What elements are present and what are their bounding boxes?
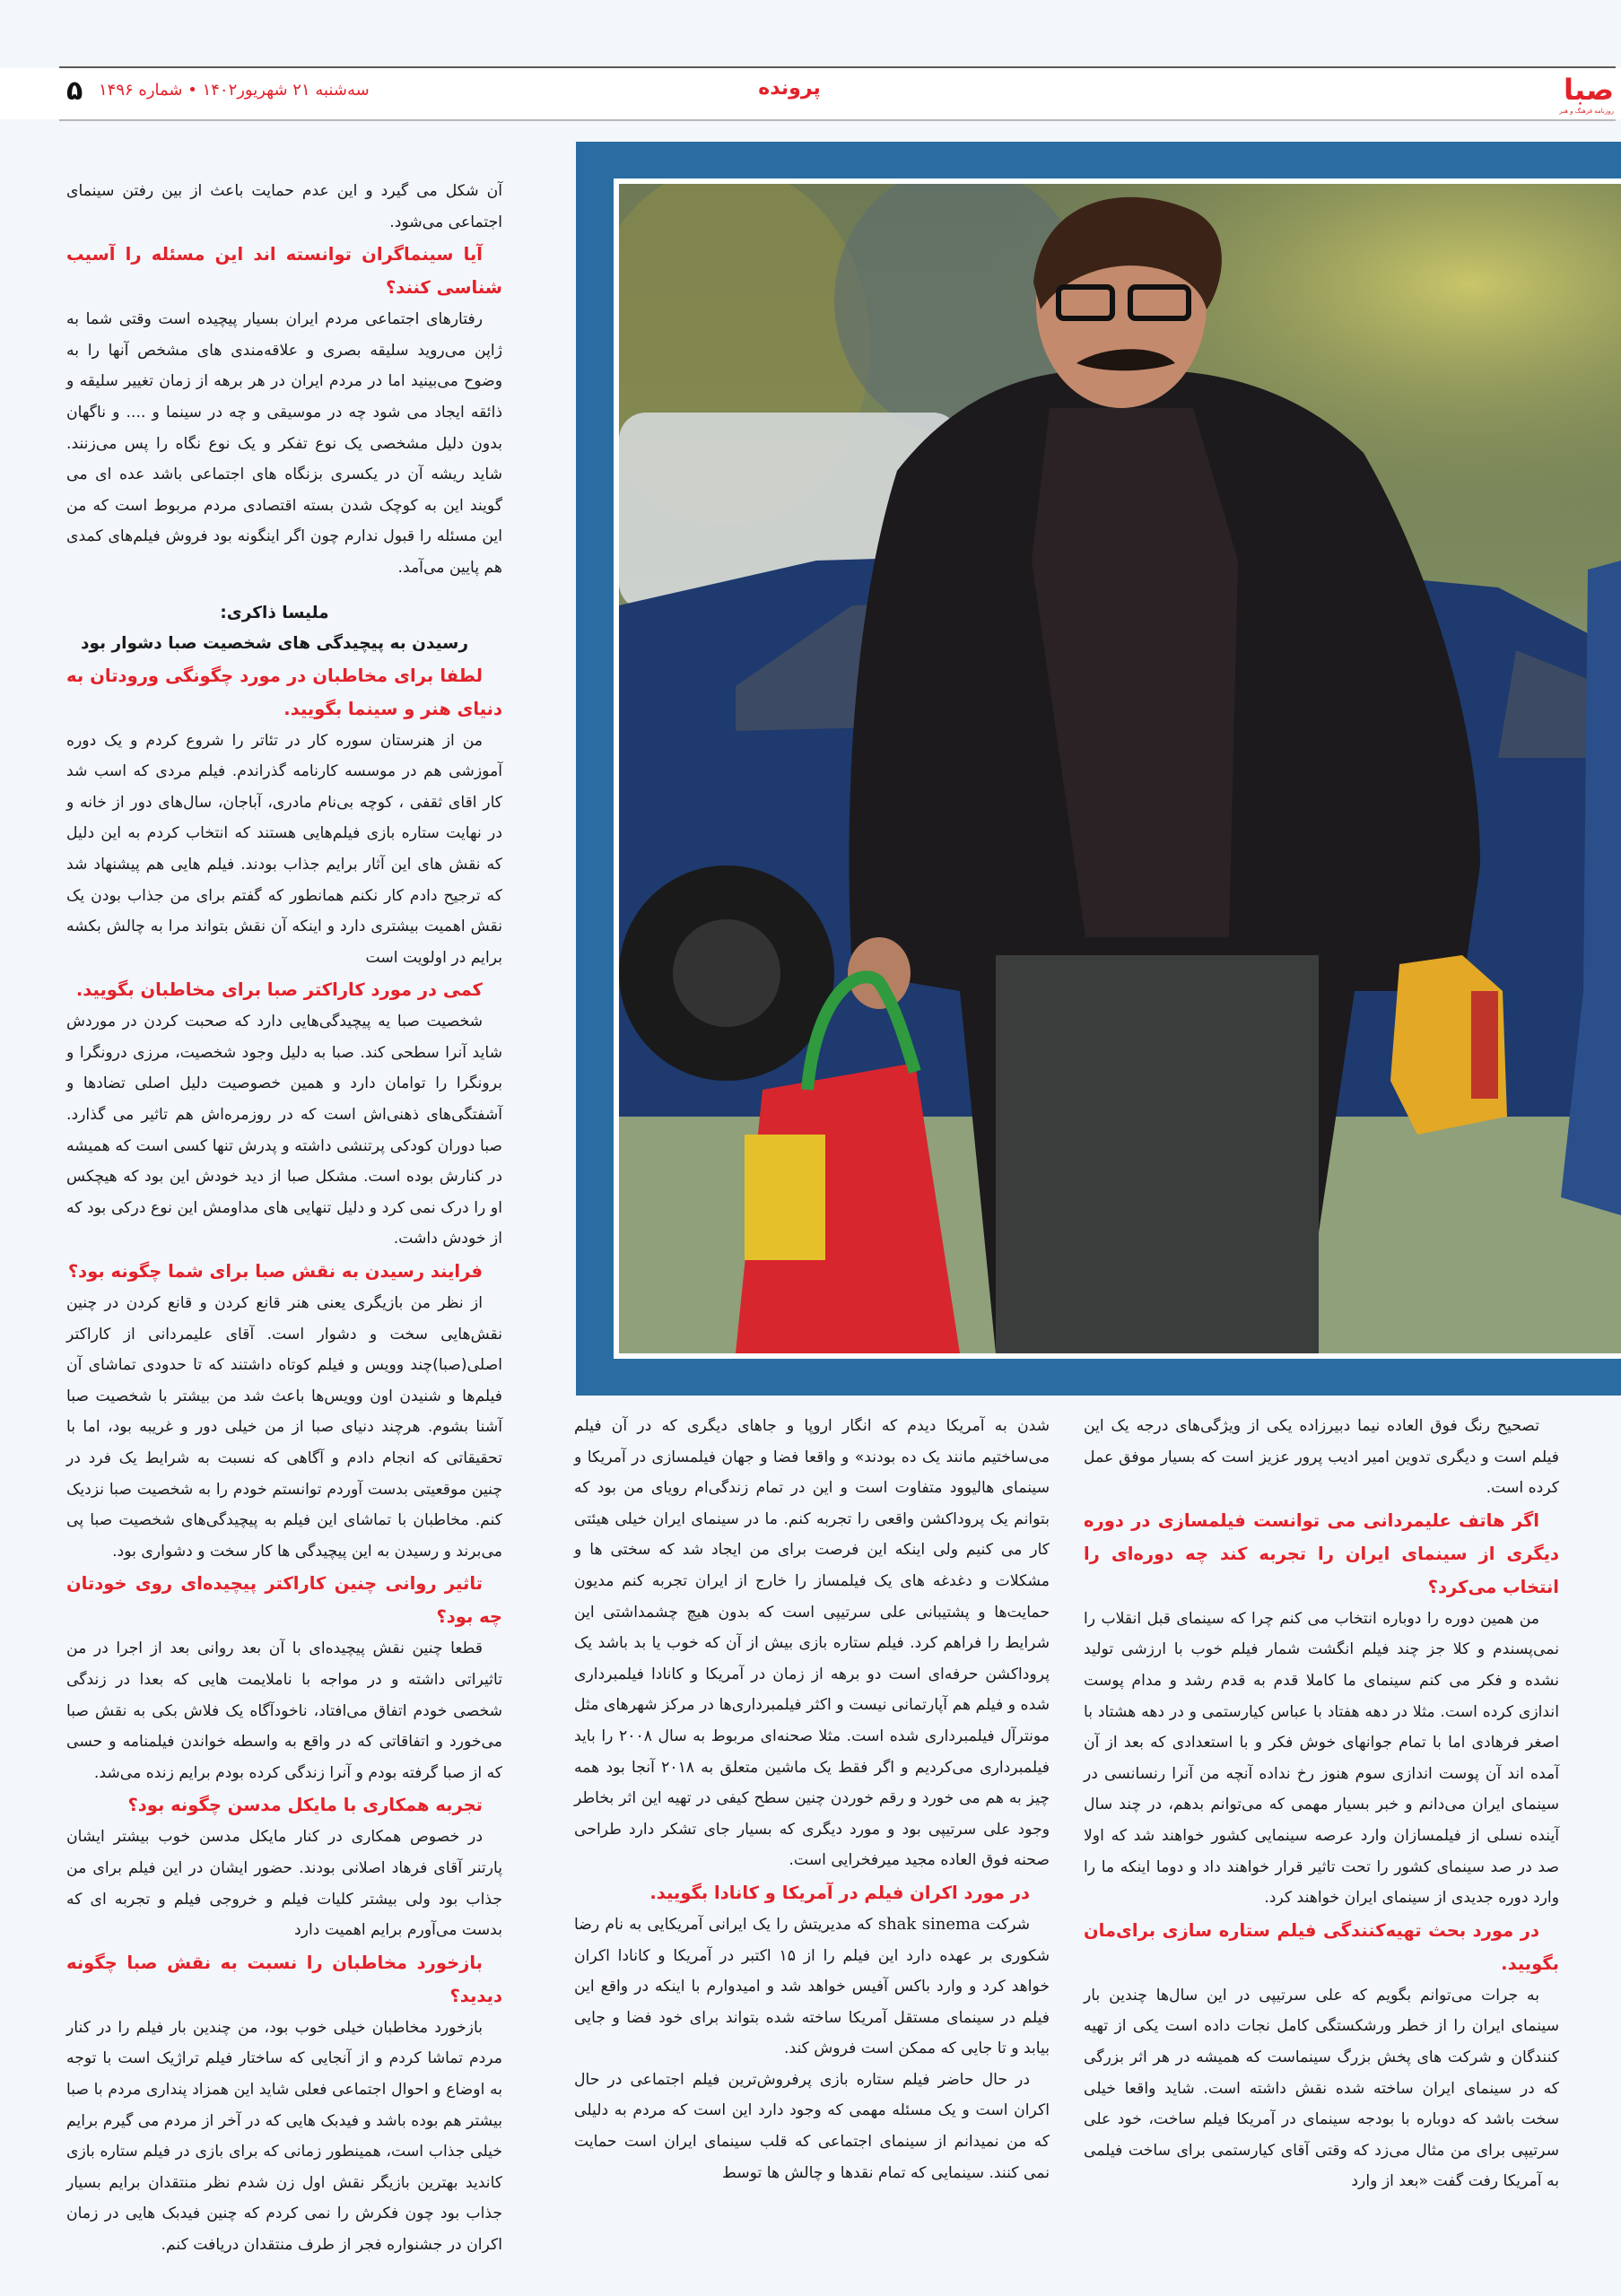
interview-question: تجربه همکاری با مایکل مدسن چگونه بود؟ — [127, 1795, 483, 1816]
paragraph: من همین دوره را دوباره انتخاب می کنم چرا که سینمای قبل انقلاب را نمی‌پسندم و کلا جز چند فیلم انگشت شمار فیلم خوب با ارزشی تولید نشده و فکر می کنم سینمای ما کاملا قدم به قدم رشد و مدام پوست اندازی کرده است. مثلا در دهه هفتاد با عباس کیارستمی و در دهه هشتاد با اصغر فرهادی اما با تمام جوانهای خوش فکر و با استعدادی که بعد از آن آمده اند آن پوست اندازی سوم هنوز رخ نداده آنچه من آنرا رنسانسی در سینمای ایران می‌دانم و خبر بسیار مهمی که می‌توانم بدهم، در چند سال آینده نسلی از فیلمسازان وارد عرصه سینمایی کشور خواهند شد که اولا صد در صد سینمای کشور را تحت تاثیر قرار خواهند داد و دوما اینکه ما را وارد دوره جدیدی از سینمای ایران خواهند کرد. — [1084, 1609, 1559, 1908]
photo-illustration — [619, 184, 1621, 1353]
photo-car-hub — [673, 919, 780, 1027]
logo-text: صبا — [1564, 73, 1614, 107]
interview-question: فرایند رسیدن به نقش صبا برای شما چگونه بود؟ — [67, 1261, 483, 1283]
interview-question: لطفا برای مخاطبان در مورد چگونگی ورودتان به دنیای هنر و سینما بگویید. — [66, 665, 502, 719]
paragraph: در خصوص همکاری در کنار مایکل مدسن خوب بیشتر ایشان پارتنر آقای فرهاد اصلانی بودند. حضور ایشان در این فیلم برای من جذاب بود ولی بیشتر کلیات فیلم و خروجی فیلم و تجربه ای که بدست می‌آورم برایم اهمیت دارد — [66, 1828, 502, 1940]
interview-question: تاثیر روانی چنین کاراکتر پیچیده‌ای روی خودتان چه بود؟ — [66, 1573, 502, 1628]
interview-question: در مورد اکران فیلم در آمریکا و کانادا بگویید. — [649, 1882, 1030, 1903]
paragraph: قطعا چنین نقش پیچیده‌ای با آن بعد روانی بعد از اجرا در من تاثیراتی داشته و در مواجه با ناملایمت هایی که بعدا در زندگی شخصی خودم اتفاق می‌افتاد، ناخودآگاه یک فلاش بکی به نقش صبا می‌خورد و اتفاقاتی که در واقع به واسطه خواندن فیلمنامه و حسی که از صبا گرفته بودم و آنرا زندگی کرده بودم برایم زنده می‌شد. — [66, 1639, 502, 1782]
interviewee-name: ملیسا ذاکری: — [220, 603, 329, 622]
paragraph — [574, 1909, 1050, 2065]
paragraph: تصحیح رنگ فوق العاده نیما دبیرزاده یکی از ویژگی‌های درجه یک این فیلم است و دیگری تدوین امیر ادیب پرور عزیز است که بسیار موفق عمل کرده است. — [1084, 1417, 1559, 1498]
paragraph: شدن به آمریکا دیدم که انگار اروپا و جاهای دیگری که در آن فیلم می‌ساختیم مانند یک ده بودند» و واقعا فضا و جهان فیلمسازی در آمریکا و سینمای هالیوود متفاوت است و این در تمام زندگی‌ام رویای من بود که بتوانم یک پروداکشن واقعی را تجربه کنم. ما در سینمای ایران خیلی هیئتی کار می کنیم ولی اینکه این فرصت برای من ایجاد شد که سختی ها و مشکلات و دغدغه های یک فیلمساز را خارج از ایران تجربه کنم مدیون حمایت‌ها و پشتیبانی علی سرتیپی است که بدون هیچ چشمداشتی این شرایط را فراهم کرد. فیلم ستاره بازی بیش از آن که خوب یا بد باشد یک پروداکشن حرفه‌ای است دو برهه از زمان در آمریکا و کانادا فیلمبرداری شده و فیلم هم آپارتمانی نیست و اکثر فیلمبرداری‌ها در مرکز شهرهای مثل مونترآل فیلمبرداری شده است. مثلا صحنه‌ای مربوط به سال ۲۰۰۸ را باید فیلمبرداری می‌کردیم و اگر فقط یک ماشین متعلق به ۲۰۱۸ آنجا بود همه چیز به هم می خورد و رقم خوردن چنین سطح کیفی در تهیه این اثر بخاطر وجود علی سرتیپی بود و مورد دیگری که بسیار جای تشکر دارد طراحی صحنه فوق العاده مجید میرفخرایی است. — [574, 1417, 1050, 1870]
text-span: شرکت — [986, 1915, 1031, 1934]
photo-bag-panel — [745, 1135, 825, 1260]
header-rule-bottom — [59, 119, 1616, 121]
interview-question: بازخورد مخاطبان را نسبت به نقش صبا چگونه دیدید؟ — [66, 1952, 502, 2006]
paragraph: از نظر من بازیگری یعنی هنر قانع کردن و قانع کردن در چنین نقش‌هایی سخت و دشوار است. آقای علیمردانی از کاراکتر اصلی(صبا)چند وویس و فیلم کوتاه داشتند که تا حدودی تماشای آن فیلم‌ها و شنیدن اون وویس‌ها باعث شد من بیشتر با شخصیت صبا آشنا بشوم. هرچند دنیای صبا از من خیلی دور و غریبه بود، اما با تحقیقاتی که انجام دادم و آگاهی که نسبت به شرایط یک فرد در چنین موقعیتی بدست آوردم توانستم خودم را به شخصیت صبا نزدیک کنم. مخاطبان با تماشای این فیلم به پیچیدگی‌های شخصیت صبا پی می‌برند و رسیدن به این پیچیدگی ها کار سخت و دشواری بود. — [66, 1294, 502, 1561]
paragraph: شخصیت صبا یه پیچیدگی‌هایی دارد که صحبت کردن در موردش شاید آنرا سطحی کند. صبا به دلیل وجود شخصیت، مرزی درونگرا و برونگرا را توامان دارد و همین خصوصیت دلیل اصلی تضادها و آشفتگی‌های ذهنی‌اش است که در روزمره‌اش هم تاثیر می گذارد. صبا دوران کودکی پرتنشی داشته و پدرش تنها کسی است که همیشه در کنارش بوده است. مشکل صبا از دید خودش این بود که هیچکس او را درک نمی کرد و دلیل تنهایی های مداومش این نوع درکی بود که از خودش داشت. — [66, 1013, 502, 1248]
paragraph: به جرات می‌توانم بگویم که علی سرتیپی در این سال‌ها چندین بار سینمای ایران را از خطر ورشکستگی کامل نجات داده است یکی از تهیه کنندگان و شرکت های پخش بزرگ سینماست که همیشه در هر اثر بزرگی که در سینمای ایران ساخته شده نقش داشته است. شاید واقعا خیلی سخت باشد که دوباره با بودجه سینمای در آمریکا فیلم ساخت، خود علی سرتیپی برای من مثال می‌زد که وقتی آقای کیارستمی برای ساخت فیلمی به آمریکا رفت گفت «بعد از وارد — [1084, 1986, 1559, 2191]
paragraph: رفتارهای اجتماعی مردم ایران بسیار پیچیده است وقتی شما به ژاپن می‌روید سلیقه بصری و علاقه‌مندی های مشخص آنها را به وضوح می‌بینید اما در مردم ایران در هر برهه از زمان تغییر سلیقه و ذائقه ایجاد می شود چه در موسیقی و چه در سینما و .... و ناگهان بدون دلیل مشخصی یک نوع تفکر و یک نوع نگاه را پس می‌زنند. شاید ریشه آن در یکسری بزنگاه های اجتماعی باشد عده ای می گویند این به کوچک شدن بسته اقتصادی مردم مربوط است که من این مسئله را قبول ندارم چون اگر اینگونه بود فروش فیلم‌های کمدی هم پایین می‌آمد. — [66, 310, 502, 577]
interview-question: آیا سینماگران توانسته اند این مسئله را آسیب شناسی کنند؟ — [66, 244, 502, 299]
section-title: پرونده — [758, 77, 821, 100]
paragraph: بازخورد مخاطبان خیلی خوب بود، من چندین بار فیلم را در کنار مردم تماشا کردم و از آنجایی که ساختار فیلم تراژیک است با توجه به اوضاع و احوال اجتماعی فعلی شاید این همزاد پنداری مردم با صبا بیشتر هم بوده باشد و فیدبک هایی که در آخر از مردم می گیرم برایم خیلی جذاب است، همینطور زمانی که برای بازی در فیلم ستاره بازی کاندید بهترین بازیگر نقش اول زن شدم نظر منتقدان برایم بسیار جذاب بود چون فکرش را نمی کردم که چنین فیدبک هایی در زمان اکران در جشنواره فجر از طرف منتقدان دریافت کنم. — [66, 2018, 502, 2254]
interview-headline: رسیدن به پیچیدگی های شخصیت صبا دشوار بود — [81, 633, 468, 653]
paragraph: آن شکل می گیرد و این عدم حمایت باعث از بین رفتن سینمای اجتماعی می‌شود. — [66, 182, 502, 231]
interview-question: کمی در مورد کاراکتر صبا برای مخاطبان بگویید. — [75, 979, 483, 1001]
page-number: ۵ — [66, 75, 83, 107]
newspaper-logo[interactable] — [1559, 73, 1614, 120]
logo-subtitle: روزنامه فرهنگ و هنر — [1559, 108, 1614, 115]
company-name: shak sinema — [877, 1914, 980, 1934]
paragraph: من از هنرستان سوره کار در تئاتر را شروع کردم و یک دوره آموزشی هم در موسسه کارنامه گذراندم. فیلم مردی که اسب شد کار اقای ثقفی ، کوچه بی‌نام مادری، آباجان، سال‌های دور از خانه و در نهایت ستاره بازی فیلم‌هایی هستند که انتخاب کردم به این دلیل که نقش های این آثار برایم جذاب بودند. فیلم هایی هم پیشنهاد شد که ترجیح دادم کار نکنم همانطور که گفتم برای من جذاب بودن یک نقش اهمیت بیشتری دارد و اینکه آن نقش بتواند مرا به چالش بکشه برایم در اولویت است — [66, 731, 502, 967]
photo-jug-label — [1471, 991, 1498, 1099]
article-column-middle — [574, 1411, 1050, 2188]
feature-photo — [619, 184, 1621, 1353]
article-column-left — [66, 176, 502, 2260]
photo-man-trousers — [996, 955, 1319, 1353]
header-rule-top — [59, 66, 1616, 68]
paragraph: در حال حاضر فیلم ستاره بازی پرفروش‌ترین فیلم اجتماعی در حال اکران است و یک مسئله مهمی که وجود دارد این است که مردم به دلیلی که من نمیدانم از سینمای اجتماعی که قلب سینمای ایران است حمایت نمی کنند. سینمایی که تمام نقدها و چالش ها توسط — [574, 2070, 1050, 2182]
issue-date-number: سه‌شنبه ۲۱ شهریور۱۴۰۲ • شماره ۱۴۹۶ — [99, 81, 370, 100]
interview-question: در مورد بحث تهیه‌کنندگی فیلم ستاره سازی برای‌مان بگویید. — [1084, 1919, 1559, 1974]
interview-question: اگر هاتف علیمردانی می توانست فیلمسازی در دوره دیگری از سینمای ایران را تجربه کند چه دوره‌ای را انتخاب می‌کرد؟ — [1084, 1509, 1559, 1597]
text-span: که مدیریتش را یک ایرانی آمریکایی به نام رضا شکوری بر عهده دارد این فیلم را از ۱۵ اکتبر در آمریکا و کانادا اکران خواهد کرد و وارد باکس آفیس خواهد شد و امیدوارم با اینکه در واقع این فیلم در سینمای مستقل آمریکا ساخته شده بتواند برای خود فضا و جایی بیابد و تا جایی که ممکن است فروش کند. — [574, 1915, 1050, 2058]
article-column-right — [1084, 1411, 1559, 2197]
